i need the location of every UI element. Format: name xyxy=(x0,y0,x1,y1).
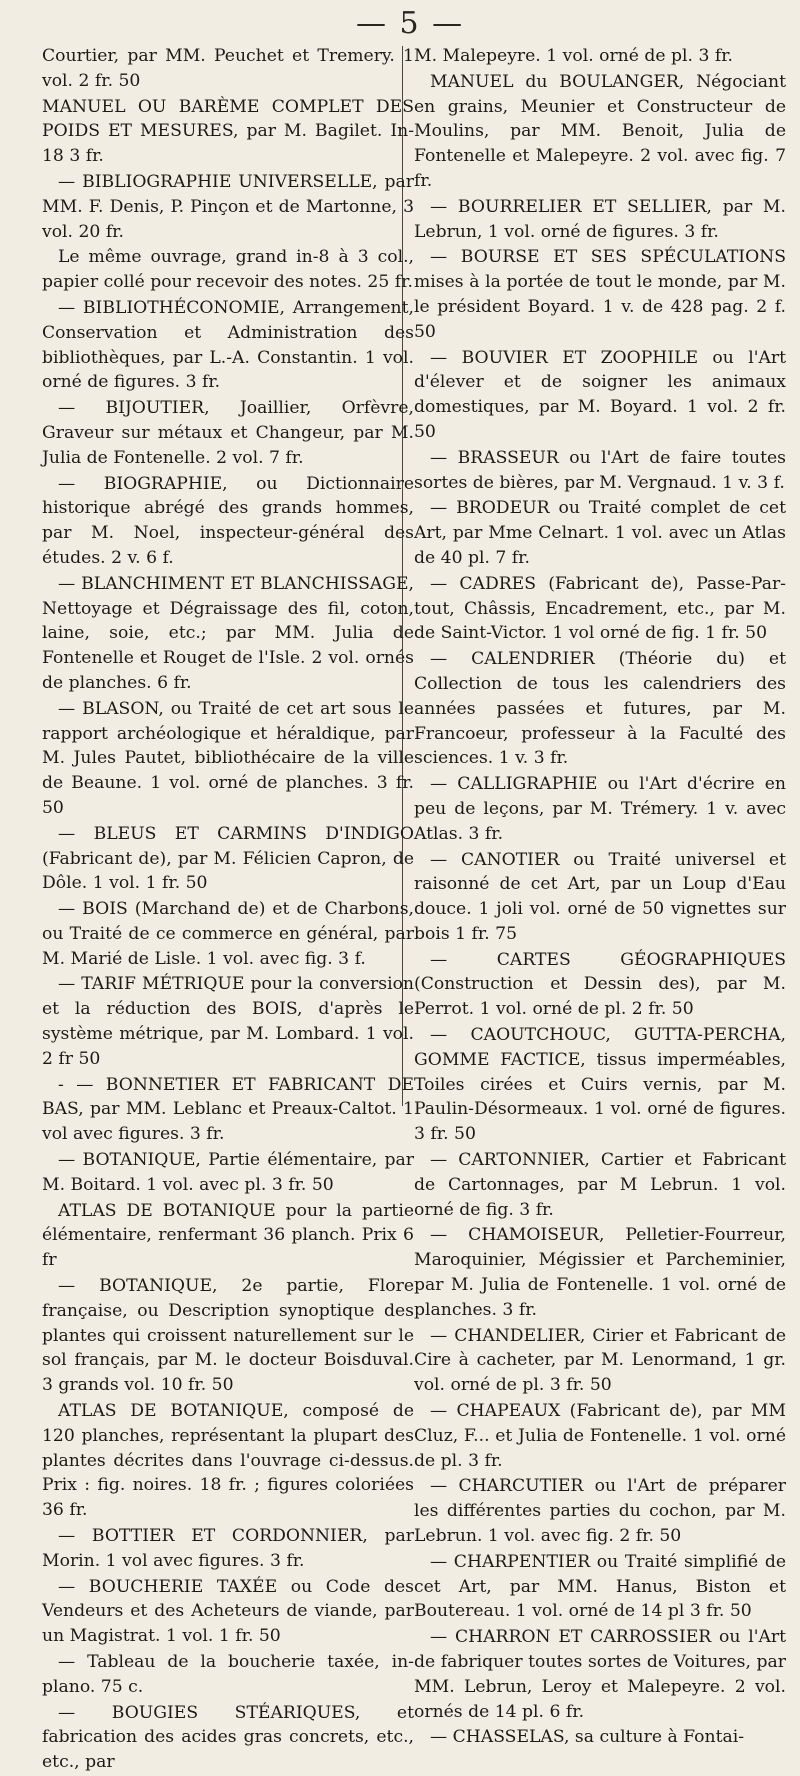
catalogue-entry: — BIOGRAPHIE, ou Dictionnaire historique abrégé des grands hommes, par M. Noel, inspecteur-général des études. 2 v. 6 f. xyxy=(42,473,414,568)
catalogue-entry: — BOIS (Marchand de) et de Charbons, ou Traité de ce commerce en général, par M. Marié de Lisle. 1 vol. avec fig. 3 f. xyxy=(42,899,414,969)
catalogue-entry: — BOTANIQUE, 2e partie, Flore française, ou Description synoptique des plantes qui croissent naturellement sur le sol français, par M. le docteur Boisduval. 3 grands vol. 10 fr. 50 xyxy=(42,1276,414,1396)
catalogue-entry: — CALENDRIER (Théorie du) et Collection de tous les calendriers des années passées et futures, par M. Francoeur, professeur à la Faculté des sciences. 1 v. 3 fr. xyxy=(414,649,786,769)
catalogue-entry: — TARIF MÉTRIQUE pour la conversion et la réduction des BOIS, d'après le système métrique, par M. Lombard. 1 vol. 2 fr 50 xyxy=(42,974,414,1069)
catalogue-entry: — CHARCUTIER ou l'Art de préparer les différentes parties du cochon, par M. Lebrun. 1 vol. avec fig. 2 fr. 50 xyxy=(414,1476,786,1547)
catalogue-entry: — CHARRON ET CARROSSIER ou l'Art de fabriquer toutes sortes de Voitures, par MM. Lebrun, Leroy et Malepeyre. 2 vol. ornés de 14 pl. 6 fr. xyxy=(414,1627,786,1722)
catalogue-entry: — BOURRELIER ET SELLIER, par M. Lebrun, 1 vol. orné de figures. 3 fr. xyxy=(414,196,786,242)
catalogue-entry: — BOTTIER ET CORDONNIER, par Morin. 1 vol avec figures. 3 fr. xyxy=(42,1526,414,1571)
catalogue-entry: — CALLIGRAPHIE ou l'Art d'écrire en peu de leçons, par M. Trémery. 1 v. avec Atlas. 3 fr. xyxy=(414,774,786,844)
catalogue-entry: — CADRES (Fabricant de), Passe-Par-tout, Châssis, Encadrement, etc., par M. de Saint-Victor. 1 vol orné de fig. 1 fr. 50 xyxy=(414,573,786,644)
catalogue-entry: — CHANDELIER, Cirier et Fabricant de Cire à cacheter, par M. Lenormand, 1 gr. vol. orné de pl. 3 fr. 50 xyxy=(414,1325,786,1396)
catalogue-entry: — BLEUS ET CARMINS D'INDIGO (Fabricant de), par M. Félicien Capron, de Dôle. 1 vol. 1 fr. 50 xyxy=(42,823,414,894)
catalogue-entry: — BIJOUTIER, Joaillier, Orfèvre, Graveur sur métaux et Changeur, par M. Julia de Fontenelle. 2 vol. 7 fr. xyxy=(42,398,414,468)
catalogue-entry: — BLANCHIMENT ET BLANCHISSAGE, Nettoyage et Dégraissage des fil, coton, laine, soie, etc.; par MM. Julia de Fontenelle et Rouget de l'Isle. 2 vol. ornés de planches. 6 fr. xyxy=(42,573,414,693)
catalogue-entry: — BRASSEUR ou l'Art de faire toutes sortes de bières, par M. Vergnaud. 1 v. 3 f. xyxy=(414,447,786,493)
left-column xyxy=(42,44,414,1776)
right-column xyxy=(414,44,786,1751)
catalogue-entry: — BOUGIES STÉARIQUES, et fabrication des acides gras concrets, etc., etc., par xyxy=(42,1702,414,1773)
catalogue-entry: — CHARPENTIER ou Traité simplifié de cet Art, par MM. Hanus, Biston et Boutereau. 1 vol. orné de 14 pl 3 fr. 50 xyxy=(414,1551,786,1622)
catalogue-entry: MANUEL OU BARÈME COMPLET DES POIDS ET MESURES, par M. Bagilet. In-18 3 fr. xyxy=(42,96,414,167)
catalogue-entry: — CHASSELAS, sa culture à Fontai- xyxy=(430,1727,745,1748)
catalogue-entry: — Tableau de la boucherie taxée, in-plano. 75 c. xyxy=(42,1652,414,1697)
catalogue-entry: Le même ouvrage, grand in-8 à 3 col., papier collé pour recevoir des notes. 25 fr. xyxy=(42,247,414,293)
catalogue-entry: — BOUCHERIE TAXÉE ou Code des Vendeurs et des Acheteurs de viande, par un Magistrat. 1 vol. 1 fr. 50 xyxy=(42,1576,414,1647)
catalogue-entry: — CARTES GÉOGRAPHIQUES (Construction et Dessin des), par M. Perrot. 1 vol. orné de pl. 2 fr. 50 xyxy=(414,949,786,1020)
catalogue-entry: - — BONNETIER ET FABRICANT DE BAS, par MM. Leblanc et Preaux-Caltot. 1 vol avec figures. 3 fr. xyxy=(42,1074,414,1145)
catalogue-entry: — CANOTIER ou Traité universel et raisonné de cet Art, par un Loup d'Eau douce. 1 joli vol. orné de 50 vignettes sur bois 1 fr. 75 xyxy=(414,849,786,944)
catalogue-entry: — BOUVIER ET ZOOPHILE ou l'Art d'élever et de soigner les animaux domestiques, par M. Boyard. 1 vol. 2 fr. 50 xyxy=(414,347,786,442)
catalogue-entry: ATLAS DE BOTANIQUE, composé de 120 planches, représentant la plupart des plantes décrites dans l'ouvrage ci-dessus. Prix : fig. noires. 18 fr. ; figures coloriées 36 fr. xyxy=(42,1401,414,1521)
catalogue-entry: ATLAS DE BOTANIQUE pour la partie élémentaire, renfermant 36 planch. Prix 6 fr xyxy=(42,1200,414,1271)
catalogue-entry: M. Malepeyre. 1 vol. orné de pl. 3 fr. xyxy=(414,46,733,66)
catalogue-entry: — CARTONNIER, Cartier et Fabricant de Cartonnages, par M Lebrun. 1 vol. orné de fig. 3 fr. xyxy=(414,1150,786,1220)
page-number: — 5 — xyxy=(356,6,465,41)
catalogue-entry: — BOURSE ET SES SPÉCULATIONS mises à la portée de tout le monde, par M. le président Boyard. 1 v. de 428 pag. 2 f. 50 xyxy=(414,247,786,342)
catalogue-entry: — CAOUTCHOUC, GUTTA-PERCHA, GOMME FACTICE, tissus imperméables, Toiles cirées et Cuirs vernis, par M. Paulin-Désormeaux. 1 vol. orné de figures. 3 fr. 50 xyxy=(414,1025,786,1145)
catalogue-entry: Courtier, par MM. Peuchet et Tremery. 1 vol. 2 fr. 50 xyxy=(42,46,414,91)
catalogue-entry: — BIBLIOTHÉCONOMIE, Arrangement, Conservation et Administration des bibliothèques, par L.-A. Constantin. 1 vol. orné de figures. 3 fr. xyxy=(42,297,414,393)
catalogue-entry: — BIBLIOGRAPHIE UNIVERSELLE, par MM. F. Denis, P. Pinçon et de Martonne, 3 vol. 20 fr. xyxy=(42,171,414,242)
catalogue-entry: MANUEL du BOULANGER, Négociant en grains, Meunier et Constructeur de Moulins, par MM. Benoit, Julia de Fontenelle et Malepeyre. 2 vol. avec fig. 7 fr. xyxy=(414,71,786,191)
catalogue-entry: — BLASON, ou Traité de cet art sous le rapport archéologique et héraldique, par M. Jules Pautet, bibliothécaire de la ville de Beaune. 1 vol. orné de planches. 3 fr. 50 xyxy=(42,698,414,818)
catalogue-entry: — BOTANIQUE, Partie élémentaire, par M. Boitard. 1 vol. avec pl. 3 fr. 50 xyxy=(42,1150,414,1195)
catalogue-entry: — BRODEUR ou Traité complet de cet Art, par Mme Celnart. 1 vol. avec un Atlas de 40 pl. 7 fr. xyxy=(414,498,786,568)
catalogue-entry: — CHAMOISEUR, Pelletier-Fourreur, Maroquinier, Mégissier et Parcheminier, par M. Julia de Fontenelle. 1 vol. orné de planches. 3 fr. xyxy=(414,1225,786,1320)
catalogue-entry: — CHAPEAUX (Fabricant de), par MM Cluz, F... et Julia de Fontenelle. 1 vol. orné de pl. 3 fr. xyxy=(414,1401,786,1471)
